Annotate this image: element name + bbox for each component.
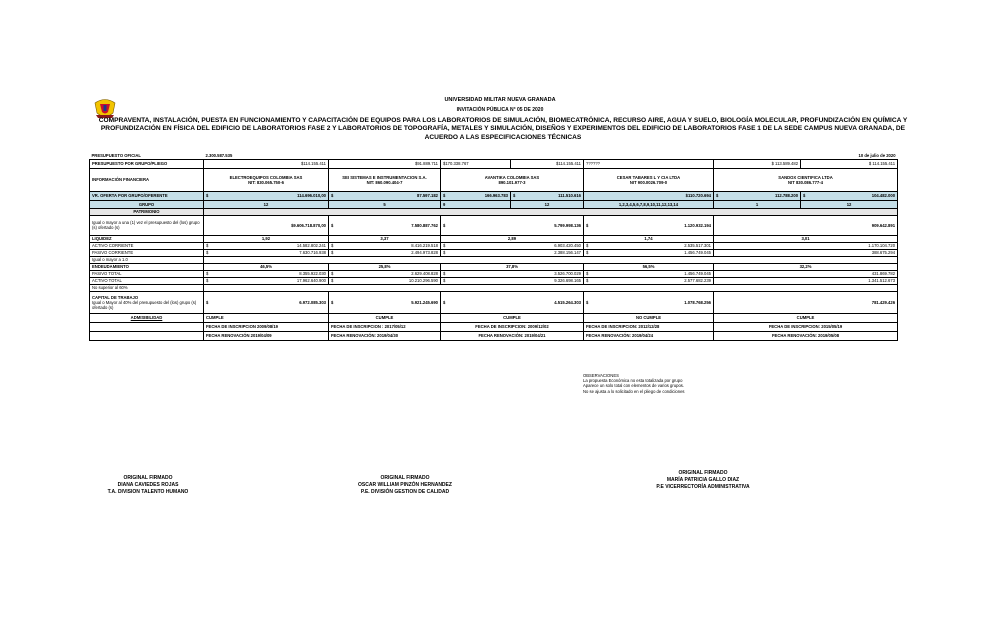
activo-total-value: 2.577.682.239 <box>684 278 711 283</box>
company-name: CESAR TABARES L Y CIA LTDA <box>616 174 681 180</box>
company-name: ELECTROEQUIPOS COLOMBIA SAS <box>229 174 303 180</box>
pasivo-total-cell <box>441 270 584 277</box>
activo-corriente-value: 14.582.802.241 <box>296 243 326 248</box>
admisibilidad-cell: CUMPLE <box>204 313 329 322</box>
patrimonio-value: 7.580.887.762 <box>411 222 438 228</box>
liquidez-requirement: Igual o mayor a 1.0 <box>90 256 204 263</box>
section-spacer <box>204 208 898 215</box>
grupo-cell: 5 <box>329 200 441 208</box>
signature-role: T.A. DIVISION TALENTO HUMANO <box>107 489 189 495</box>
capital-cell: 781.429.426 <box>714 291 898 313</box>
signature-status: ORIGINAL FIRMADO <box>678 470 728 476</box>
capital-desc: Igual o Mayor al 40% del presupuesto del (los) grupo (s) ofertado (s) <box>92 299 197 310</box>
activo-corriente-value: 8.416.219.518 <box>411 243 438 248</box>
capital-value: 1.078.768.256 <box>684 299 711 305</box>
renovacion-cell: FECHA RENOVACIÓN: 2019/04/21 <box>441 331 584 340</box>
currency-sign: $ <box>443 243 446 248</box>
liquidez-cell: 1,74 <box>584 235 714 242</box>
presupuesto-oficial-value: 2.300.587.535 <box>205 153 233 159</box>
currency-sign: $ <box>331 193 334 198</box>
observation-line: Aparece un solo total con elementos de varios grupos. <box>583 383 685 389</box>
pasivo-total-cell: 431.869.782 <box>714 270 898 277</box>
presupuesto-grupo-cell: ?????? <box>584 159 714 168</box>
oferta-cell <box>329 191 441 200</box>
pasivo-corriente-cell <box>204 249 329 256</box>
document-date: 10 de julio de 2020 <box>858 153 896 159</box>
company-header <box>584 168 714 191</box>
pasivo-corriente-label: PASIVO CORRIENTE <box>90 249 204 256</box>
presupuesto-grupo-label: PRESUPUESTO POR GRUPO/PLIEGO <box>90 159 204 168</box>
admisibilidad-cell: CUMPLE <box>714 313 898 322</box>
endeudamiento-cell: 37,8% <box>441 263 584 270</box>
capital-cell <box>204 291 329 313</box>
endeudamiento-requirement: No superior al 60% <box>90 284 204 291</box>
company-nit: NIT: 860.090.404-7 <box>366 179 403 185</box>
liquidez-cell: 1,92 <box>204 235 329 242</box>
signature-status: ORIGINAL FIRMADO <box>380 475 430 481</box>
currency-sign: $ <box>586 250 589 255</box>
currency-sign: $ <box>443 222 446 228</box>
company-header <box>441 168 584 191</box>
endeudamiento-label: ENDEUDAMIENTO <box>90 263 204 270</box>
company-nit: 890.101.977-3 <box>498 179 526 185</box>
oferta-value: 104.482.000 <box>871 193 896 198</box>
pasivo-corriente-cell: 388.675.294 <box>714 249 898 256</box>
currency-sign: $ <box>331 243 334 248</box>
pasivo-corriente-value: 2.494.973.828 <box>411 250 438 255</box>
grupo-cell: 9 <box>441 200 511 208</box>
renovacion-cell: FECHA RENOVACIÓN: 2019/05/08 <box>714 331 898 340</box>
renovacion-cell: FECHA RENOVACIÓN 2019/04/09 <box>204 331 329 340</box>
activo-total-label: ACTIVO TOTAL <box>90 277 204 284</box>
presupuesto-grupo-cell: $114.155.411 <box>204 159 329 168</box>
inscripcion-cell: FECHA DE INSCRIPCION : 2017/05/12 <box>329 322 441 331</box>
presupuesto-grupo-cell: $ 113.589.482 <box>714 159 801 168</box>
section-spacer <box>204 284 898 291</box>
grupo-cell: 12 <box>511 200 584 208</box>
grupo-cell: 12 <box>204 200 329 208</box>
activo-corriente-value: 2.535.517.301 <box>684 243 711 248</box>
table-row <box>90 191 898 200</box>
pasivo-total-label: PASIVO TOTAL <box>90 270 204 277</box>
pasivo-total-cell <box>204 270 329 277</box>
table-row <box>90 215 898 235</box>
currency-sign: $ <box>586 299 589 305</box>
observations-title: OBSERVACIONES <box>583 373 619 378</box>
currency-sign: $ <box>586 278 589 283</box>
patrimonio-value: 1.120.932.194 <box>684 222 711 228</box>
pasivo-total-value: 3.526.700.029 <box>554 271 581 276</box>
activo-corriente-cell: 1.170.104.720 <box>714 242 898 249</box>
table-row <box>90 256 898 263</box>
company-header <box>204 168 329 191</box>
admisibilidad-cell: CUMPLE <box>441 313 584 322</box>
oferta-cell <box>204 191 329 200</box>
company-name: SANDOX CIENTIFICA LTDA <box>778 174 833 180</box>
patrimonio-cell <box>329 215 441 235</box>
table-row <box>90 249 898 256</box>
table-row <box>90 322 898 331</box>
inscripcion-cell: FECHA DE INSCRIPCION: 2009/12/02 <box>441 322 584 331</box>
oferta-value: 112.788.200 <box>774 193 799 198</box>
oferta-value: 87.597.182 <box>417 193 438 198</box>
table-row <box>90 284 898 291</box>
signature-name: OSCAR WILLIAM PINZÓN HERNANDEZ <box>358 482 452 488</box>
currency-sign: $ <box>803 193 806 198</box>
capital-cell <box>329 291 441 313</box>
company-name: SEI SISTEMAS E INSTRUMENTACION S.A. <box>342 174 427 180</box>
blank-cell <box>90 331 204 340</box>
section-spacer <box>204 256 898 263</box>
oferta-label: VR. OFERTA POR GRUPO/OFERENTE <box>90 191 204 200</box>
table-row <box>90 263 898 270</box>
currency-sign: $ <box>443 250 446 255</box>
capital-value: 6.972.085.303 <box>299 299 326 305</box>
activo-corriente-value: 6.903.420.450 <box>554 243 581 248</box>
table-row <box>90 291 898 313</box>
table-row <box>90 235 898 242</box>
patrimonio-label: PATRIMONIO <box>90 208 204 215</box>
endeudamiento-cell: 56,5% <box>584 263 714 270</box>
grupo-label: GRUPO <box>90 200 204 208</box>
currency-sign: $ <box>443 299 446 305</box>
renovacion-cell: FECHA RENOVACIÓN: 2019/04/30 <box>329 331 441 340</box>
company-nit: NIT 900.0026.709-0 <box>629 179 668 185</box>
currency-sign: $ <box>443 271 446 276</box>
oferta-cell <box>801 191 898 200</box>
table-row <box>90 159 898 168</box>
capital-desc-cell <box>90 291 204 313</box>
signature-block <box>78 475 218 496</box>
patrimonio-value: 5.799.998.136 <box>554 222 581 228</box>
pasivo-corriente-cell <box>441 249 584 256</box>
activo-total-cell <box>329 277 441 284</box>
presupuesto-oficial-label: PRESUPUESTO OFICIAL <box>91 153 141 159</box>
signature-name: MARÍA PATRICIA GALLO DIAZ <box>666 477 740 483</box>
currency-sign: $ <box>331 278 334 283</box>
presupuesto-grupo-cell: $114.155.411 <box>511 159 584 168</box>
observations <box>583 373 715 394</box>
activo-corriente-cell <box>329 242 441 249</box>
currency-sign: $ <box>331 222 334 228</box>
inscripcion-cell: FECHA DE INSCRIPCION: 2015/05/19 <box>714 322 898 331</box>
table-row <box>90 331 898 340</box>
presupuesto-grupo-cell: $ 114.155.411 <box>801 159 898 168</box>
capital-label: CAPITAL DE TRABAJO <box>92 294 139 300</box>
endeudamiento-cell: 32,2% <box>714 263 898 270</box>
activo-total-cell <box>204 277 329 284</box>
patrimonio-cell: 909.642.891 <box>714 215 898 235</box>
pasivo-total-value: 1.456.749.045 <box>684 271 711 276</box>
grupo-cell: 1,2,3,4,5,6,7,8,9,10,11,12,13,14 <box>584 200 714 208</box>
observation-line: La propuesta Económica no esta totalizada por grupo <box>583 378 683 384</box>
presupuesto-grupo-cell: $91.889.711 <box>329 159 441 168</box>
liquidez-cell: 3,37 <box>329 235 441 242</box>
currency-sign: $ <box>206 193 209 198</box>
admisibilidad-cell: NO CUMPLE <box>584 313 714 322</box>
pasivo-corriente-value: 1.456.749.045 <box>684 250 711 255</box>
financial-evaluation-table <box>89 153 898 341</box>
company-nit: NIT 830.086.777-4 <box>788 179 823 185</box>
patrimonio-cell: $9.606.718.870,00 <box>204 215 329 235</box>
endeudamiento-cell: 46,5% <box>204 263 329 270</box>
document-title: COMPRAVENTA, INSTALACIÓN, PUESTA EN FUNCIONAMIENTO Y CAPACITACIÓN DE EQUIPOS PARA LOS LABORATORIOS DE SIMULACIÓN, BIOMECATRÓNICA, RECURSO AIRE, AGUA Y SUELO, BIOLOGÍA MOLECULAR, PROFUNDIZACIÓN EN QUÍMICA Y PROFUNDIZACIÓN EN FÍSICA DEL EDIFICIO DE LABORATORIOS FASE 2 Y LABORATORIOS DE TOPOGRAFÍA, METALES Y SIMULACIÓN, DISEÑOS Y EXPERIMENTOS DEL EDIFICIO DE LABORATORIOS FASE 1 DE LA SEDE CAMPUS NUEVA GRANADA, DE ACUERDO A LAS ESPECIFICACIONES TÉCNICAS <box>98 117 908 141</box>
table-row <box>90 270 898 277</box>
pasivo-total-cell <box>584 270 714 277</box>
currency-sign: $ <box>586 222 589 228</box>
activo-total-value: 17.962.640.900 <box>296 278 326 283</box>
pasivo-total-value: 2.629.408.828 <box>411 271 438 276</box>
liquidez-cell: 3,01 <box>714 235 898 242</box>
activo-corriente-cell <box>204 242 329 249</box>
signature-block <box>330 475 480 496</box>
activo-corriente-label: ACTIVO CORRIENTE <box>90 242 204 249</box>
oferta-cell <box>511 191 584 200</box>
capital-cell <box>584 291 714 313</box>
oferta-value: 166.963.783 <box>484 193 508 198</box>
capital-value: 5.921.245.690 <box>411 299 438 305</box>
table-row <box>90 168 898 191</box>
grupo-cell: 1 <box>714 200 801 208</box>
signature-name: DIANA CAVIEDES ROJAS <box>117 482 179 488</box>
inscripcion-cell: FECHA DE INSCRIPCION 2009/08/19 <box>204 322 329 331</box>
currency-sign: $ <box>586 271 589 276</box>
currency-sign: $ <box>331 271 334 276</box>
admisibilidad-cell: CUMPLE <box>329 313 441 322</box>
company-nit: NIT: 830.065.750-6 <box>248 179 284 185</box>
activo-corriente-cell <box>584 242 714 249</box>
inscripcion-cell: FECHA DE INSCRIPCION: 2012/12/28 <box>584 322 714 331</box>
grupo-cell: 12 <box>801 200 898 208</box>
observation-line: No se ajusta a lo solicitado en el pliego de condiciones <box>583 388 685 394</box>
currency-sign: $ <box>331 299 334 305</box>
activo-total-cell <box>584 277 714 284</box>
admisibilidad-label: ADMISIBILIDAD <box>90 313 204 322</box>
table-row <box>90 242 898 249</box>
pasivo-corriente-cell <box>329 249 441 256</box>
currency-sign: $ <box>206 271 209 276</box>
patrimonio-desc: Igual o mayor a una (1) vez el presupuesto del (los) grupo (s) ofertado (s) <box>90 215 204 235</box>
pasivo-corriente-value: 7.630.716.938 <box>299 250 326 255</box>
activo-total-value: 9.326.698.165 <box>554 278 581 283</box>
signature-block <box>618 470 788 491</box>
currency-sign: $ <box>513 193 516 198</box>
pasivo-total-value: 8.355.922.030 <box>299 271 326 276</box>
patrimonio-cell <box>441 215 584 235</box>
oferta-cell <box>714 191 801 200</box>
currency-sign: $ <box>716 193 719 198</box>
activo-total-value: 10.210.296.590 <box>408 278 438 283</box>
company-name: AVANTIKA COLOMBIA SAS <box>484 174 540 180</box>
pasivo-corriente-cell <box>584 249 714 256</box>
currency-sign: $ <box>443 278 446 283</box>
currency-sign: $ <box>206 278 209 283</box>
capital-cell <box>441 291 584 313</box>
table-row <box>90 277 898 284</box>
endeudamiento-cell: 25,8% <box>329 263 441 270</box>
activo-corriente-cell <box>441 242 584 249</box>
signature-role: P.E VICERRECTORÍA ADMINISTRATIVA <box>656 484 750 490</box>
company-header <box>329 168 441 191</box>
signature-role: P.E. DIVISIÓN GESTION DE CALIDAD <box>360 489 450 495</box>
currency-sign: $ <box>331 250 334 255</box>
currency-sign: $ <box>443 193 446 198</box>
patrimonio-cell <box>584 215 714 235</box>
pasivo-corriente-value: 2.388.156.147 <box>554 250 581 255</box>
oferta-cell: $110.720.694 <box>584 191 714 200</box>
currency-sign: $ <box>206 299 209 305</box>
oferta-value: 114.696.010,00 <box>297 193 326 198</box>
capital-value: 4.515.264.303 <box>554 299 581 305</box>
liquidez-cell: 2,89 <box>441 235 584 242</box>
currency-sign: $ <box>586 243 589 248</box>
activo-total-cell <box>441 277 584 284</box>
blank-cell <box>90 322 204 331</box>
oferta-cell <box>441 191 511 200</box>
oferta-value: 111.510.616 <box>558 193 581 198</box>
currency-sign: $ <box>206 250 209 255</box>
university-name: UNIVERSIDAD MILITAR NUEVA GRANADA <box>444 97 556 103</box>
invitation-number: INVITACIÓN PÚBLICA N° 05 DE 2020 <box>456 107 544 113</box>
signature-status: ORIGINAL FIRMADO <box>123 475 173 481</box>
table-row <box>90 313 898 322</box>
info-financiera-label: INFORMACIÓN FINANCIERA <box>90 168 204 191</box>
table-row <box>90 208 898 215</box>
liquidez-label: LIQUIDEZ <box>90 235 204 242</box>
company-header <box>714 168 898 191</box>
renovacion-cell: FECHA RENOVACIÓN: 2019/04/24 <box>584 331 714 340</box>
activo-total-cell: 1.341.512.673 <box>714 277 898 284</box>
table-row <box>90 200 898 208</box>
pasivo-total-cell <box>329 270 441 277</box>
presupuesto-grupo-cell: $170.338.767 <box>441 159 511 168</box>
currency-sign: $ <box>206 243 209 248</box>
